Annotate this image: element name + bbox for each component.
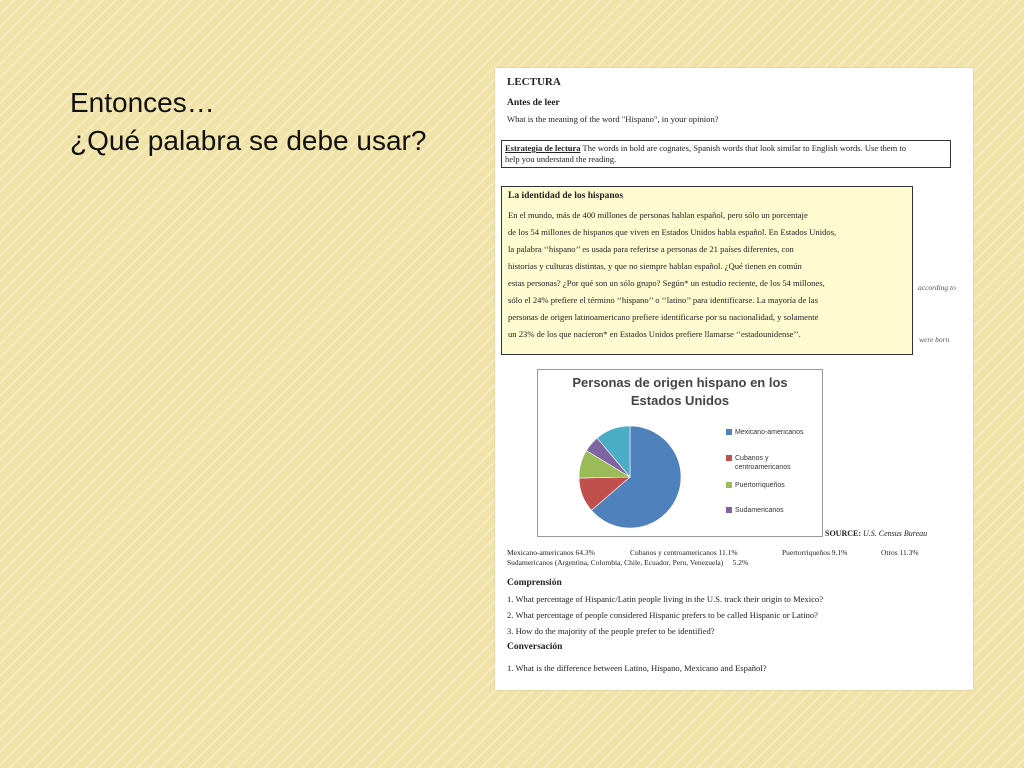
legend-swatch	[726, 455, 732, 461]
antes-title: Antes de leer	[507, 98, 560, 108]
stats-sudamericanos: Sudamericanos (Argentina, Colombia, Chile, Ecuador, Peru, Venezuela) 5.2%	[507, 558, 749, 567]
reading-box	[501, 186, 913, 355]
reading-line: personas de origen latinoamericano prefiere identificarse por su nacionalidad, y solamente	[508, 312, 819, 322]
legend-swatch	[726, 482, 732, 488]
legend-label: Mexicano-americanos	[735, 429, 804, 436]
reading-line: sólo el 24% prefiere el término ‘‘hispano’’ o ‘‘latino’’ para identificarse. La mayoría de las	[508, 295, 818, 305]
reading-line: estas personas? ¿Por qué son un sólo grupo? Según* un estudio reciente, de los 54 millones,	[508, 278, 825, 288]
source-text: U.S. Census Bureau	[863, 529, 928, 538]
antes-question: What is the meaning of the word "Hispano", in your opinion?	[507, 114, 719, 124]
conversacion-question: 1. What is the difference between Latino, Hispano, Mexicano and Español?	[507, 663, 767, 673]
chart-title-line-2: Estados Unidos	[630, 393, 730, 408]
reading-line: un 23% de los que nacieron* en Estados Unidos prefiere llamarse ‘‘estadounidense’’.	[508, 329, 801, 339]
reading-title: La identidad de los hispanos	[508, 191, 624, 201]
question-1: 1. What percentage of Hispanic/Latin people living in the U.S. track their origin to Mexico?	[507, 594, 824, 604]
stats-puertorriquenos: Puertorriqueños 9.1%	[782, 548, 848, 557]
question-2: 2. What percentage of people considered Hispanic prefers to be called Hispanic or Latino?	[507, 610, 818, 620]
stats-cubanos: Cubanos y centroamericanos 11.1%	[630, 548, 738, 557]
margin-note-according: according to	[918, 283, 956, 292]
comprension-title: Comprensión	[507, 578, 562, 588]
worksheet-document	[495, 68, 973, 690]
source-line	[825, 529, 927, 538]
stats-mexicano: Mexicano-americanos 64.3%	[507, 548, 595, 557]
slide-title-line-2: ¿Qué palabra se debe usar?	[70, 125, 427, 156]
slide-title	[70, 84, 426, 160]
strategy-label: Estrategia de lectura	[505, 143, 581, 153]
question-3: 3. How do the majority of the people prefer to be identified?	[507, 626, 715, 636]
reading-line: En el mundo, más de 400 millones de personas hablan español, pero sólo un porcentaje	[508, 210, 808, 220]
reading-line: de los 54 millones de hispanos que viven en Estados Unidos habla español. En Estados Unidos,	[508, 227, 837, 237]
stats-otros: Otros 11.3%	[881, 548, 919, 557]
legend-swatch	[726, 507, 732, 513]
chart-title-line-1: Personas de origen hispano en los	[572, 375, 788, 390]
legend-swatch	[726, 429, 732, 435]
strategy-text-1: The words in bold are cognates, Spanish words that look similar to English words. Use them to	[580, 143, 906, 153]
legend-label: Cubanos y centroamericanos	[735, 455, 791, 471]
conversacion-title: Conversación	[507, 642, 563, 652]
margin-note-born: were born	[919, 335, 950, 344]
source-label: SOURCE:	[825, 529, 862, 538]
reading-line: la palabra ‘‘hispano’’ es usada para referirse a personas de 21 países diferentes, con	[508, 244, 794, 254]
pie-chart	[537, 369, 823, 537]
doc-heading: LECTURA	[507, 76, 561, 88]
legend-label: Puertorriqueños	[735, 482, 785, 489]
reading-line: historias y culturas distintas, y que no siempre hablan español. ¿Qué tienen en común	[508, 261, 802, 271]
strategy-text-2: help you understand the reading.	[505, 154, 617, 164]
strategy-box	[501, 140, 951, 168]
slide-title-line-1: Entonces…	[70, 87, 215, 118]
legend-label: Sudamericanos	[735, 507, 784, 514]
